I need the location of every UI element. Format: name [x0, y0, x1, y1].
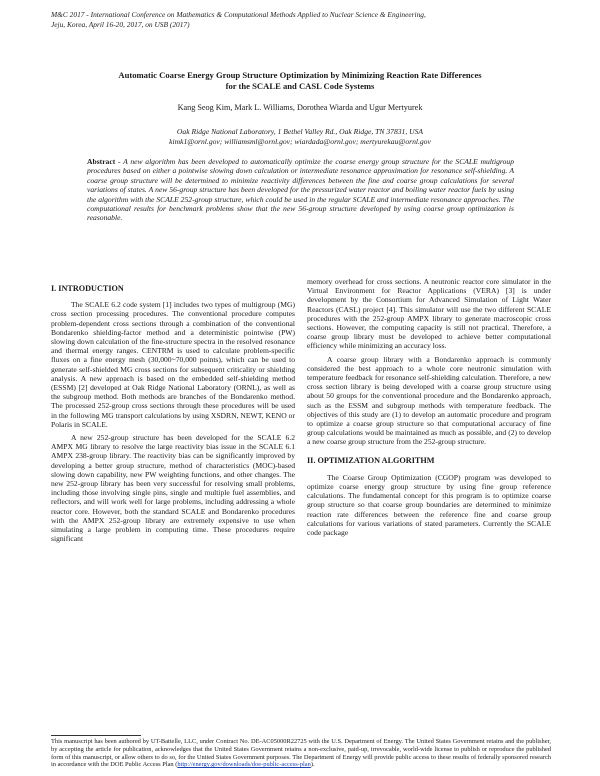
- right-column: [307, 277, 551, 537]
- header-line-2: Jeju, Korea, April 16-20, 2017, on USB (2017): [51, 19, 190, 29]
- abstract: [87, 157, 514, 223]
- title-line-2: for the SCALE and CASL Code Systems: [225, 80, 375, 91]
- copyright-footnote: [51, 738, 551, 769]
- footnote-end: ).: [310, 761, 315, 769]
- abstract-label: Abstract: [87, 157, 116, 166]
- footnote-text: This manuscript has been authored by UT-Battelle, LLC, under Contract No. DE-AC05000R22725 with the U.S. Department of Energy. The United States Government retains and the publisher, by accepting the article for publication, acknowledges that the United States Government retains a non-exclusive, paid-up, irrevocable, world-wide license to publish or reproduce the published form of this manuscript, or allow others to do so, for the United States Government purposes. The Department of Energy will provide public access to these results of federally sponsored research in accordance with the DOE Public Access Plan (: [51, 738, 551, 769]
- abstract-text: - A new algorithm has been developed to automatically optimize the coarse energy group structure for the SCALE multigroup procedures based on either a pointwise slowing down calculation or intermediate resonance approximation for resonance self-shielding. A coarse group structure will be determined to minimize reactivity differences between the fine and coarse group calculations for several variations of states. A new 56-group structure has been developed for the pressurized water reactor and boiling water reactor fuels by using the algorithm with the SCALE 252-group structure, which could be used in the regular SCALE and intermediate resonance approaches. The computational results for benchmark problems show that the new 56-group structure developed by using coarse group optimization is reasonable.: [87, 157, 514, 223]
- paragraph: memory overhead for cross sections. A neutronic reactor core simulator in the Virtual Environment for Reactor Applications (VERA) [3] is under development by the Consortium for Advanced Simulation of Light Water Reactors (CASL) project [4]. This simulator will use the two different SCALE procedures with the 252-group AMPX library to generate macroscopic cross sections. However, the computing capacity is still not practical. Therefore, a coarse group library must be developed to achieve better computational efficiency while minimizing an accuracy loss.: [307, 277, 551, 351]
- paper-title: [60, 70, 540, 91]
- paragraph: The SCALE 6.2 code system [1] includes two types of multigroup (MG) cross section processing procedures. The conventional procedure computes problem-dependent cross sections through a combination of the conventional Bondarenko shielding-factor method and a deterministic pointwise (PW) slowing down calculation of the fine-structure spectra in the resolved resonance and thermal energy ranges. CENTRM is used to calculate problem-specific fluxes on a fine energy mesh (30,000~70,000 points), which can be used to generate self-shielded MG cross sections for subsequent criticality or shielding analysis. A new approach is based on the embedded self-shielding method (ESSM) [2] developed at Oak Ridge National Laboratory (ORNL), as well as the subgroup method. Both methods are branches of the Bondarenko method. The processed 252-group cross sections through these procedures will be used in the following MG transport calculations by using XSDRN, NEWT, KENO or Polaris in SCALE.: [51, 300, 295, 429]
- footnote-divider: [51, 735, 141, 736]
- doe-access-plan-link[interactable]: http://energy.gov/downloads/doe-public-access-plan: [177, 761, 311, 769]
- section-heading-optimization: II. OPTIMIZATION ALGORITHM: [307, 455, 435, 465]
- paragraph: The Coarse Group Optimization (CGOP) program was developed to optimize coarse energy group structure by using fine group reference calculations. The fundamental concept for this program is to optimize coarse group structure so that coarse group boundaries are determined to minimize reaction rate differences between the reference fine and coarse group calculations for various variations of stated parameters. Currently the SCALE code package: [307, 472, 551, 538]
- header-line-1: M&C 2017 - International Conference on Mathematics & Computational Methods Applied to Nuclear Science & Engineering,: [51, 10, 426, 19]
- affiliation-address: Oak Ridge National Laboratory, 1 Bethel Valley Rd., Oak Ridge, TN 37831, USA: [176, 127, 424, 136]
- conference-header: [51, 10, 551, 29]
- author-list: Kang Seog Kim, Mark L. Williams, Dorothea Wiarda and Ugur Mertyurek: [177, 103, 423, 112]
- left-column: [51, 284, 295, 543]
- title-line-1: Automatic Coarse Energy Group Structure Optimization by Minimizing Reaction Rate Differences: [118, 70, 482, 80]
- affiliation: [60, 127, 540, 147]
- affiliation-emails: kimk1@ornl.gov; williamsml@ornl.gov; wiardada@ornl.gov; mertyurekau@ornl.gov: [169, 136, 431, 146]
- section-heading-introduction: I. INTRODUCTION: [51, 284, 124, 293]
- paragraph: A new 252-group structure has been developed for the SCALE 6.2 AMPX MG library to resolve the large reactivity bias issue in the SCALE 6.1 AMPX 238-group library. The reactivity bias can be significantly improved by developing a better group structure, method of characteristics (MOC)-based slowing down capability, new PW weighting functions, and other changes. The new 252-group library has been very successful for resolving small problems, including those involving single pins, single and multiple fuel assemblies, and reflectors, and will work well for large problems, including addressing a whole reactor core. However, both the standard SCALE and Bondarenko procedures with the AMPX 252-group library are extremely expensive to use when simulating a large problem in computing time. These procedures require significant: [51, 433, 295, 544]
- paragraph: A coarse group library with a Bondarenko approach is commonly considered the best approach to a whole core neutronic simulation with temperature feedback for resonance self-shielding calculation. Therefore, a new cross section library is being developed with a coarse group structure using about 50 groups for the conventional procedure and the Bondarenko approach, such as the ESSM and subgroup methods with temperature feedback. The objectives of this study are (1) to develop an automatic procedure and program to optimize a coarse group structure so that computational accuracy of fine group calculations would be maintained as much as possible, and (2) to develop a new coarse group structure from the 252-group structure.: [307, 354, 551, 447]
